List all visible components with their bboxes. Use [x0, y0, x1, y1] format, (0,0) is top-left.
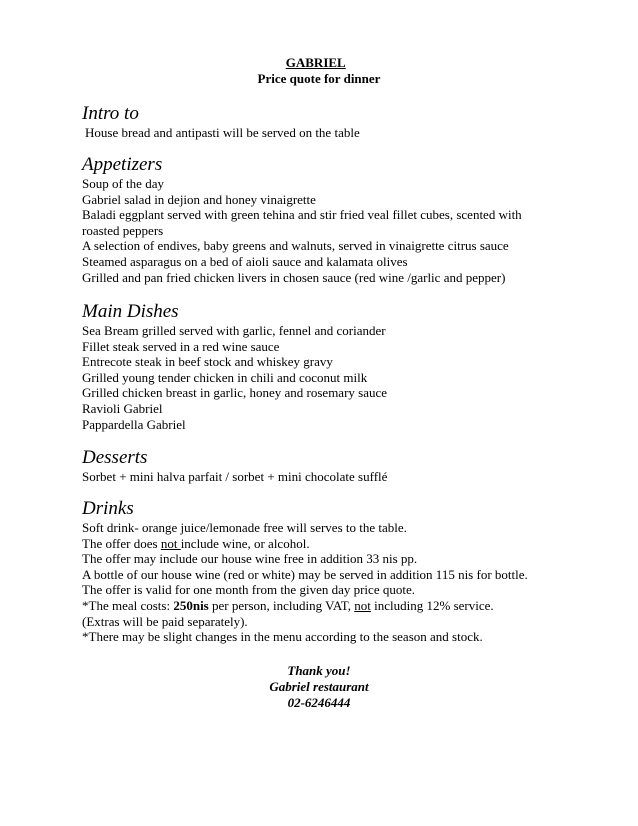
drinks-line: Soft drink- orange juice/lemonade free will serves to the table. [82, 520, 407, 535]
drinks-section [82, 498, 602, 645]
closing-block [0, 663, 638, 711]
main-dish-item: Grilled young tender chicken in chili and coconut milk [82, 369, 368, 385]
thanks-text: Thank you! [287, 663, 351, 678]
drinks-line: (Extras will be paid separately). [82, 613, 248, 629]
main-dish-item: Sea Bream grilled served with garlic, fennel and coriander [82, 323, 386, 338]
drinks-line: The offer does not include wine, or alcohol. [82, 535, 310, 551]
intro-heading: Intro to [82, 103, 139, 124]
main-dishes-section [82, 301, 582, 432]
document-subtitle: Price quote for dinner [257, 71, 381, 86]
restaurant-name: Gabriel restaurant [269, 679, 369, 694]
meal-cost-line: *The meal costs: 250nis per person, including VAT, not including 12% service. [82, 597, 494, 613]
appetizer-item: Steamed asparagus on a bed of aioli sauce and kalamata olives [82, 253, 408, 269]
desserts-heading: Desserts [82, 447, 148, 468]
drinks-line: The offer is valid for one month from the given day price quote. [82, 582, 415, 598]
appetizer-item: Soup of the day [82, 176, 164, 191]
document-title: GABRIEL [285, 55, 346, 70]
intro-text: House bread and antipasti will be served on the table [85, 125, 360, 140]
appetizer-item: A selection of endives, baby greens and walnuts, served in vinaigrette citrus sauce [82, 238, 509, 254]
desserts-section [82, 447, 582, 485]
drinks-line: The offer may include our house wine free in addition 33 nis pp. [82, 551, 418, 567]
appetizers-section [82, 154, 582, 285]
main-dish-item: Grilled chicken breast in garlic, honey and rosemary sauce [82, 385, 388, 401]
main-dish-item: Pappardella Gabriel [82, 416, 186, 432]
appetizer-item: roasted peppers [82, 222, 164, 238]
main-dish-item: Fillet steak served in a red wine sauce [82, 338, 280, 354]
appetizer-item: Grilled and pan fried chicken livers in chosen sauce (red wine /garlic and pepper) [82, 269, 506, 285]
dessert-item: Sorbet + mini halva parfait / sorbet + mini chocolate sufflé [82, 469, 388, 484]
drinks-line: A bottle of our house wine (red or white) may be served in addition 115 nis for bottle. [82, 566, 528, 582]
appetizer-item: Gabriel salad in dejion and honey vinaigrette [82, 191, 316, 207]
drinks-heading: Drinks [82, 498, 134, 519]
drinks-line: *There may be slight changes in the menu according to the season and stock. [82, 629, 483, 645]
intro-section [82, 103, 582, 141]
main-dish-item: Entrecote steak in beef stock and whiskey gravy [82, 354, 333, 370]
meal-price: 250nis [173, 597, 209, 613]
main-dish-item: Ravioli Gabriel [82, 400, 163, 416]
appetizers-heading: Appetizers [82, 154, 163, 175]
appetizer-item: Baladi eggplant served with green tehina and stir fried veal fillet cubes, scented with [82, 207, 522, 223]
main-dishes-heading: Main Dishes [82, 301, 179, 322]
phone-number: 02-6246444 [287, 695, 351, 710]
